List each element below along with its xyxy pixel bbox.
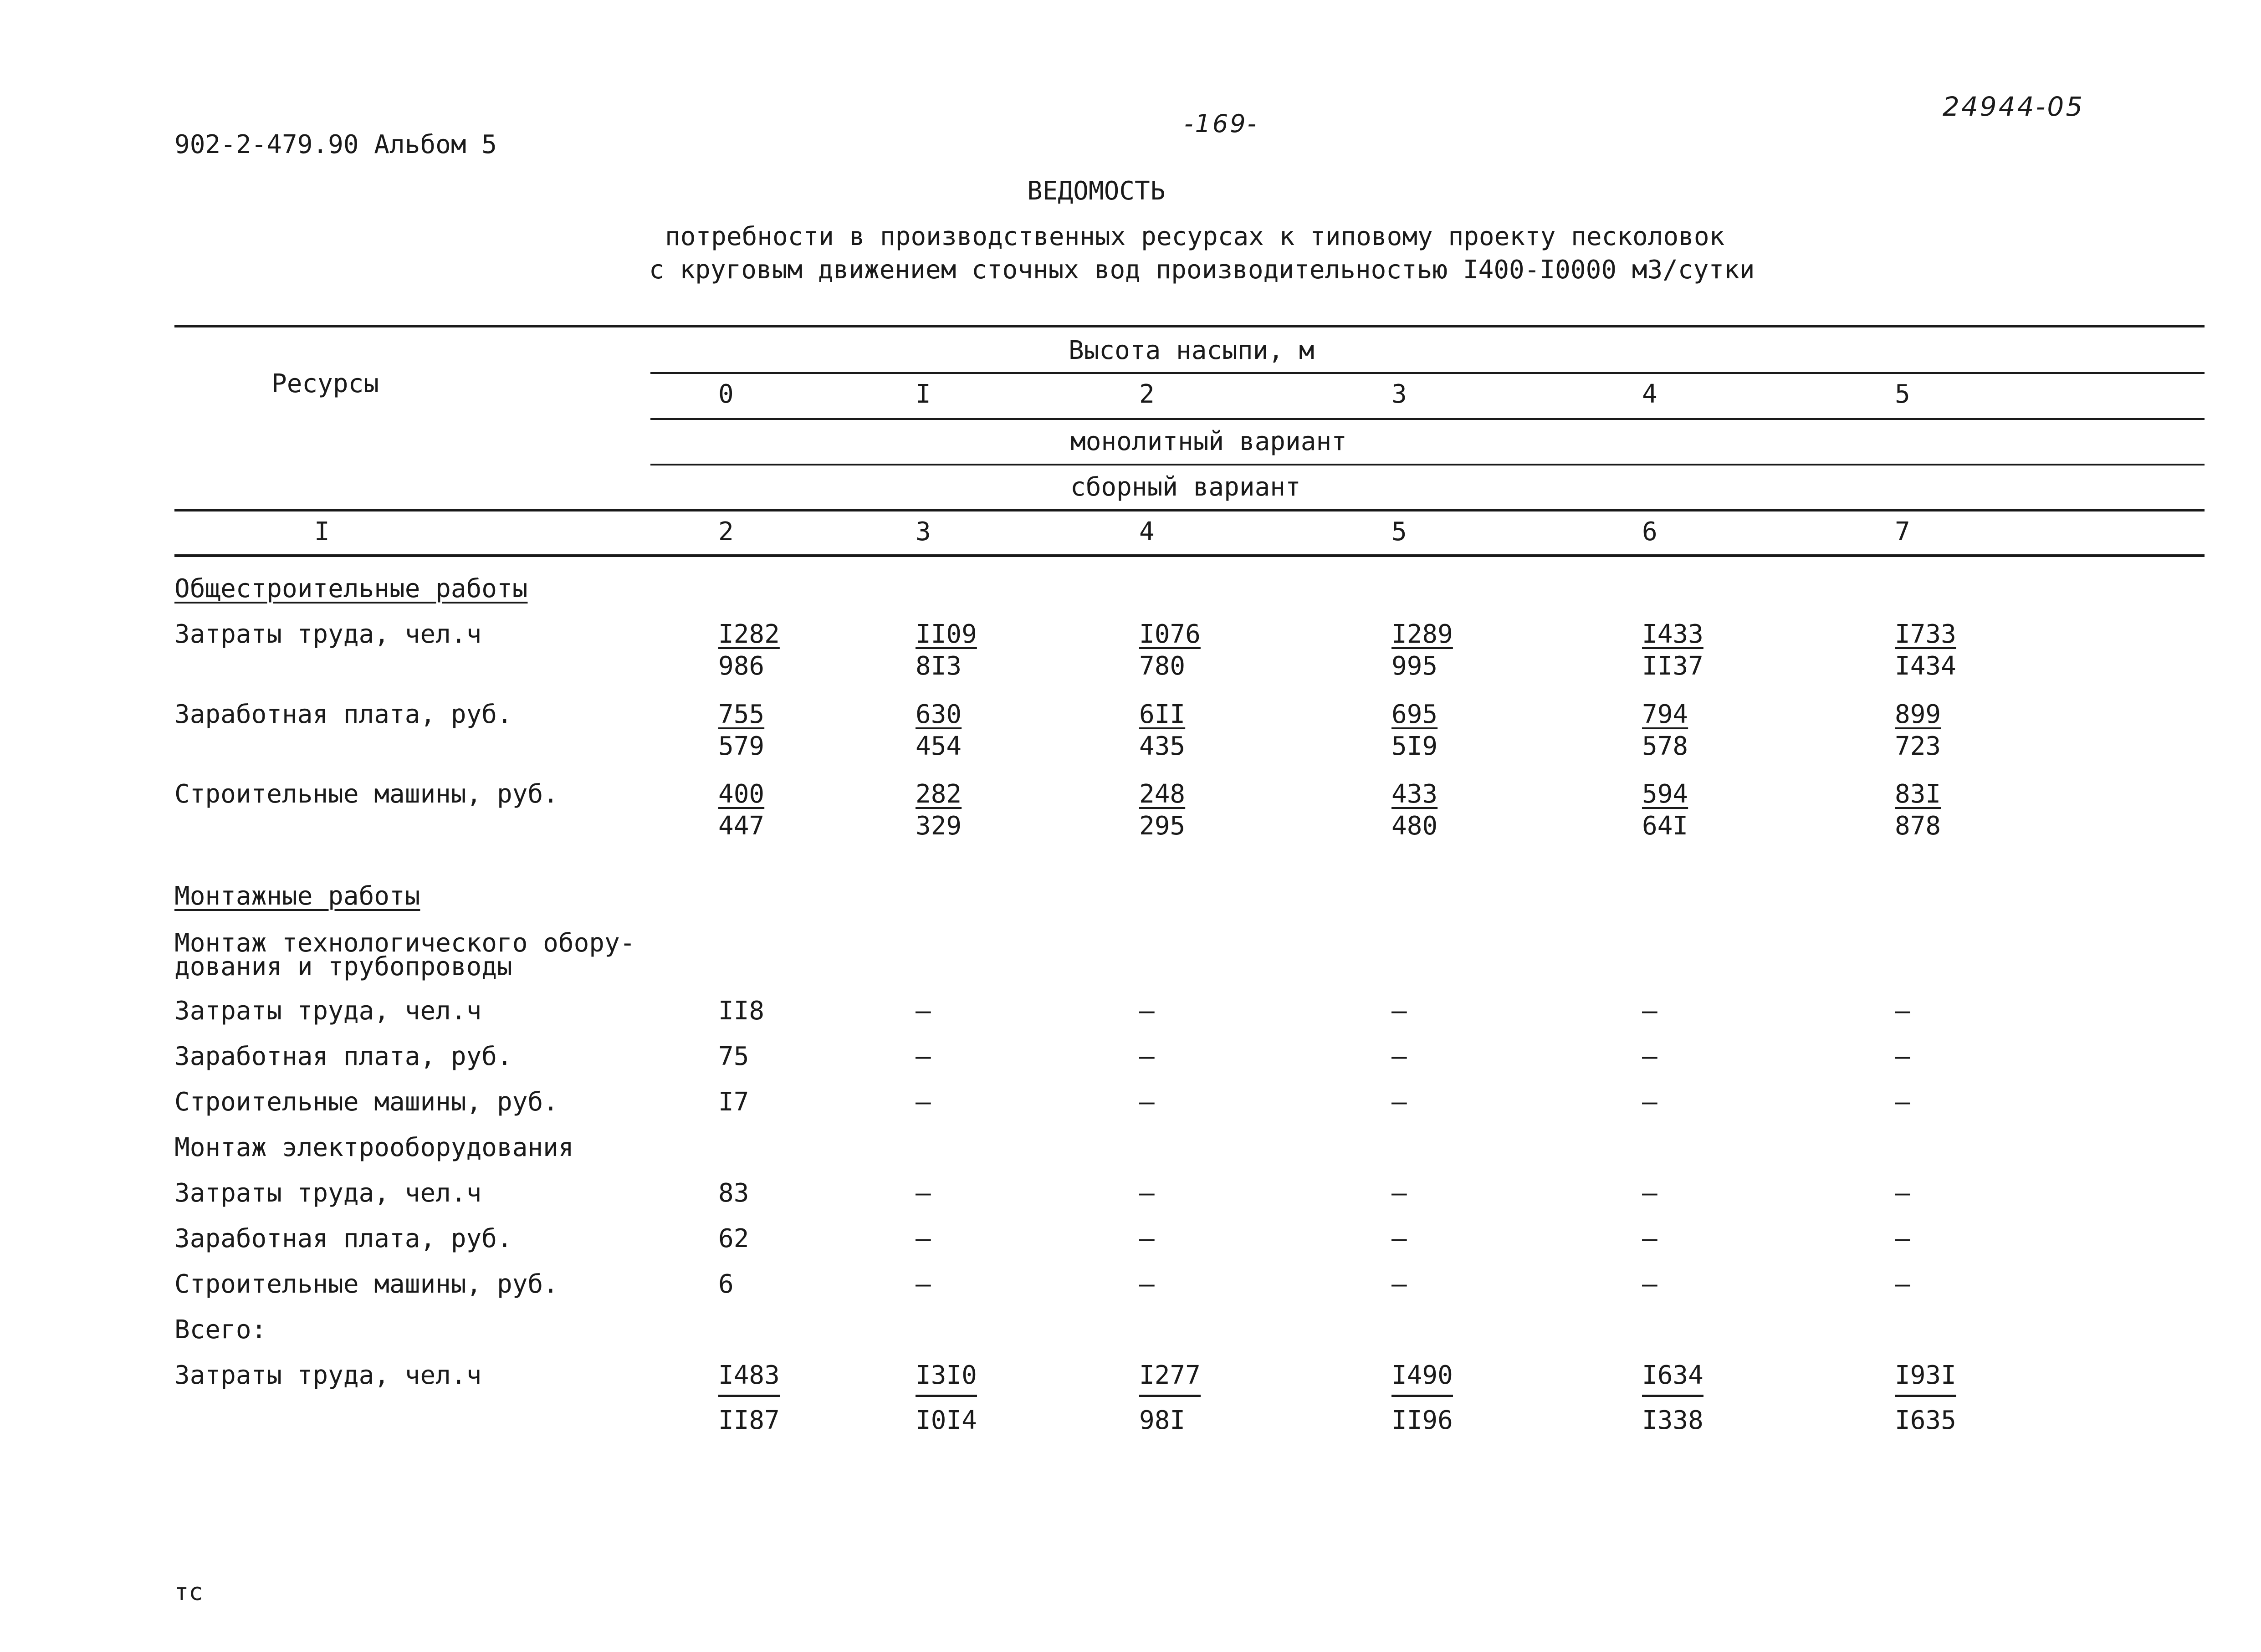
fraction-cell: $\frac{630}{454}$ (916, 700, 962, 761)
cell-value: – (1391, 1224, 1407, 1253)
height-value: 3 (1391, 379, 1407, 409)
height-header: Высота насыпи, м (1069, 336, 1315, 365)
cell-value: – (1642, 1224, 1657, 1253)
document-code: 902-2-479.90 Альбом 5 (174, 130, 497, 159)
cell-value: – (1642, 1042, 1657, 1071)
fraction-cell: $\frac{899}{723}$ (1895, 700, 1941, 761)
section-title-general: Общестроительные работы (174, 574, 528, 604)
fraction-cell: $\frac{I490}{II96}$ (1391, 1360, 1453, 1435)
resources-header: Ресурсы (271, 369, 379, 399)
fraction-cell: $\frac{282}{329}$ (916, 779, 962, 841)
cell-value: – (1139, 1178, 1155, 1208)
row-label: Строительные машины, руб. (174, 1087, 558, 1117)
document-title: ВЕДОМОСТЬ (1027, 176, 1166, 206)
cell-value: – (1139, 1269, 1155, 1299)
cell-value: – (1391, 996, 1407, 1026)
cell-value: – (1642, 1178, 1657, 1208)
cell-value: – (1391, 1178, 1407, 1208)
fraction-cell: $\frac{I282}{986}$ (718, 619, 780, 681)
cell-value: II8 (718, 996, 765, 1026)
row-label: Затраты труда, чел.ч (174, 1178, 482, 1208)
prefab-variant-header: сборный вариант (1070, 472, 1301, 502)
footer-mark: тс (174, 1579, 203, 1606)
cell-value: – (916, 1178, 931, 1208)
cell-value: – (1895, 1042, 1910, 1071)
row-label: Заработная плата, руб. (174, 700, 512, 729)
fraction-cell: $\frac{I289}{995}$ (1391, 619, 1453, 681)
fraction-cell: $\frac{248}{295}$ (1139, 779, 1186, 841)
row-label: Заработная плата, руб. (174, 1224, 512, 1253)
fraction-cell: $\frac{433}{480}$ (1391, 779, 1438, 841)
cell-value: – (1895, 1269, 1910, 1299)
cell-value: – (1895, 1178, 1910, 1208)
fraction-cell: $\frac{I076}{780}$ (1139, 619, 1201, 681)
cell-value: – (1391, 1087, 1407, 1117)
row-label: Строительные машины, руб. (174, 1269, 558, 1299)
height-value: 4 (1642, 379, 1657, 409)
subsection-title-electrical: Монтаж электрооборудования (174, 1133, 574, 1162)
cell-value: – (1642, 1087, 1657, 1117)
fraction-cell: $\frac{400}{447}$ (718, 779, 765, 841)
cell-value: – (1391, 1042, 1407, 1071)
height-value: 2 (1139, 379, 1155, 409)
cell-value: – (916, 1224, 931, 1253)
section-title-assembly: Монтажные работы (174, 881, 420, 911)
fraction-cell: $\frac{I634}{I338}$ (1642, 1360, 1703, 1435)
column-number: I (314, 517, 330, 547)
fraction-cell: $\frac{695}{5I9}$ (1391, 700, 1438, 761)
cell-value: – (1391, 1269, 1407, 1299)
column-number: 6 (1642, 517, 1657, 547)
cell-value: 83 (718, 1178, 749, 1208)
height-value: 0 (718, 379, 734, 409)
column-number: 5 (1391, 517, 1407, 547)
fraction-cell: $\frac{6II}{435}$ (1139, 700, 1186, 761)
cell-value: – (1895, 1224, 1910, 1253)
row-label: Затраты труда, чел.ч (174, 619, 482, 649)
cell-value: – (1139, 1224, 1155, 1253)
fraction-cell: $\frac{755}{579}$ (718, 700, 765, 761)
header-rule-monolith (650, 418, 2205, 420)
cell-value: – (1139, 1087, 1155, 1117)
cell-value: – (1642, 1269, 1657, 1299)
page-number: -169- (1184, 109, 1258, 138)
section-title-total: Всего: (174, 1315, 267, 1345)
cell-value: – (1895, 1087, 1910, 1117)
inventory-number: 24944-05 (1943, 91, 2085, 122)
cell-value: – (916, 1269, 931, 1299)
row-label: Строительные машины, руб. (174, 779, 558, 809)
title-line-2: с круговым движением сточных вод производительностью I400-I0000 м3/сутки (649, 255, 1755, 285)
header-rule-prefab (650, 464, 2205, 465)
cell-value: – (1895, 996, 1910, 1026)
cell-value: – (916, 996, 931, 1026)
title-line-1: потребности в производственных ресурсах к типовому проекту песколовок (665, 222, 1725, 251)
cell-value: I7 (718, 1087, 749, 1117)
row-label: Затраты труда, чел.ч (174, 996, 482, 1026)
monolith-variant-header: монолитный вариант (1070, 427, 1347, 456)
cell-value: 75 (718, 1042, 749, 1071)
fraction-cell: $\frac{794}{578}$ (1642, 700, 1688, 761)
column-number: 3 (916, 517, 931, 547)
subsection-title-equipment: Монтаж технологического обору- (174, 928, 635, 958)
fraction-cell: $\frac{I93I}{I635}$ (1895, 1360, 1956, 1435)
header-rule-column-numbers (174, 509, 2205, 511)
subsection-title-equipment-cont: дования и трубопроводы (174, 952, 512, 982)
fraction-cell: $\frac{II09}{8I3}$ (916, 619, 977, 681)
column-number: 4 (1139, 517, 1155, 547)
cell-value: – (916, 1087, 931, 1117)
fraction-cell: $\frac{594}{64I}$ (1642, 779, 1688, 841)
cell-value: – (916, 1042, 931, 1071)
fraction-cell: $\frac{I277}{98I}$ (1139, 1360, 1201, 1435)
cell-value: 6 (718, 1269, 734, 1299)
cell-value: 62 (718, 1224, 749, 1253)
row-label: Заработная плата, руб. (174, 1042, 512, 1071)
row-label: Затраты труда, чел.ч (174, 1360, 482, 1390)
fraction-cell: $\frac{83I}{878}$ (1895, 779, 1941, 841)
fraction-cell: $\frac{I3I0}{I0I4}$ (916, 1360, 977, 1435)
fraction-cell: $\frac{I433}{II37}$ (1642, 619, 1703, 681)
fraction-cell: $\frac{I733}{I434}$ (1895, 619, 1956, 681)
cell-value: – (1139, 1042, 1155, 1071)
header-rule-heights (650, 372, 2205, 374)
column-number: 2 (718, 517, 734, 547)
column-number: 7 (1895, 517, 1910, 547)
height-value: I (916, 379, 931, 409)
height-value: 5 (1895, 379, 1910, 409)
cell-value: – (1642, 996, 1657, 1026)
table-top-rule (174, 325, 2205, 327)
header-bottom-rule (174, 554, 2205, 557)
cell-value: – (1139, 996, 1155, 1026)
fraction-cell: $\frac{I483}{II87}$ (718, 1360, 780, 1435)
